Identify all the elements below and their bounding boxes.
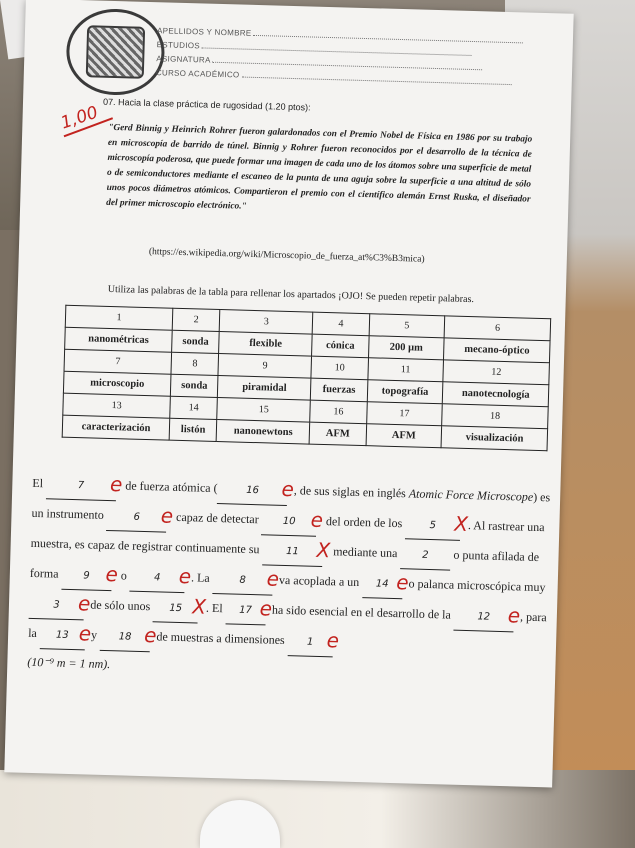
cell-word: listón (169, 418, 217, 441)
cell-word: flexible (219, 332, 313, 357)
cell-word: sonda (171, 374, 219, 397)
cell-number: 17 (366, 402, 442, 426)
cell-word: mecano-óptico (444, 338, 550, 363)
instructions: Utiliza las palabras de la tabla para rellenar los apartados ¡OJO! Se pueden repetir palabras. (107, 283, 475, 306)
check-mark: e (178, 563, 192, 589)
check-mark: e (78, 621, 92, 646)
answer-blank[interactable]: 12 (453, 603, 514, 633)
cell-word: nanométricas (65, 327, 173, 352)
cell-word: caracterización (62, 415, 170, 440)
check-mark: e (109, 472, 123, 497)
answer-blank[interactable]: 8 (212, 566, 273, 596)
answer-blank[interactable]: 7 (46, 471, 117, 501)
cell-word: nanonewtons (216, 419, 310, 444)
source-url: (https://es.wikipedia.org/wiki/Microscopio_de_fuerza_at%C3%B3mica) (148, 247, 425, 265)
answer-blank[interactable]: 1 (287, 628, 333, 657)
question-title: 07. Hacia la clase práctica de rugosidad (1.20 ptos): (102, 96, 311, 113)
answer-blank[interactable]: 3 (29, 591, 85, 621)
answer-blank[interactable]: 4 (129, 564, 185, 594)
cell-word: cónica (312, 334, 369, 358)
header-field-name: APELLIDOS Y NOMBRE (157, 26, 524, 45)
unit-note: (10⁻⁹ m = 1 nm). (27, 654, 111, 672)
university-seal-logo (65, 8, 165, 97)
cell-number: 10 (311, 356, 368, 380)
answer-blank[interactable]: 15 (153, 594, 199, 623)
wrong-mark: X (316, 537, 331, 563)
answer-blank[interactable]: 5 (405, 511, 461, 541)
check-mark: e (395, 570, 409, 595)
cell-word: topografía (367, 380, 443, 404)
cell-word: piramidal (218, 376, 312, 401)
answer-blank[interactable]: 6 (106, 503, 167, 533)
cell-word: AFM (366, 424, 442, 448)
answer-blank[interactable]: 13 (39, 621, 85, 650)
check-mark: e (326, 628, 340, 653)
exam-sheet (4, 0, 573, 787)
answer-blank[interactable]: 2 (400, 541, 451, 570)
cell-number: 8 (171, 352, 219, 375)
cell-word: fuerzas (311, 378, 368, 402)
cell-number: 14 (170, 396, 218, 419)
check-mark: e (281, 476, 295, 502)
cell-number: 1 (65, 305, 173, 330)
grade-mark: 1,00 (58, 102, 101, 134)
cell-word: visualización (441, 426, 547, 451)
wrong-mark: X (191, 594, 207, 619)
cell-word: nanotecnología (443, 382, 549, 407)
cell-number: 18 (442, 404, 548, 429)
cell-number: 3 (219, 310, 313, 335)
cell-word: sonda (172, 330, 220, 353)
cell-word: microscopio (63, 371, 171, 396)
answer-blank[interactable]: 11 (262, 537, 323, 567)
cell-number: 4 (313, 312, 370, 336)
cell-number: 16 (310, 400, 367, 424)
cell-number: 15 (217, 398, 311, 423)
answer-blank[interactable]: 14 (362, 570, 403, 599)
check-mark: e (77, 591, 91, 616)
cell-number: 6 (444, 316, 550, 341)
answer-blank[interactable]: 10 (261, 507, 317, 537)
check-mark: e (507, 603, 521, 628)
wrong-mark: X (453, 511, 469, 537)
check-mark: e (266, 566, 280, 591)
cell-word: 200 µm (368, 336, 444, 360)
cell-number: 9 (218, 354, 312, 379)
cell-word: AFM (310, 422, 367, 446)
answer-blank[interactable]: 16 (217, 476, 288, 506)
check-mark: e (310, 507, 324, 532)
cell-number: 13 (63, 393, 171, 418)
cell-number: 12 (443, 360, 549, 385)
cell-number: 7 (64, 349, 172, 374)
cell-number: 5 (369, 314, 445, 338)
cloze-paragraph: El 7 e de fuerza atómica ( 16 e, de sus siglas en inglés Atomic Force Microscope) es un instrumento 6 e capaz de detectar 10 e del orden de los 5 X. Al rastrear una muestra, es capaz de registrar continuamente su 11 X mediante una 2 o punta afilada de forma 9 e o 4 e. La 8 eva acoplada a un 14 eo palanca microscópica muy 3 ede sólo unos 15 X. El 17 eha sido esencial en el desarrollo de la 12 e, para la 13 ey 18 ede muestras a dimensiones 1 e (10⁻⁹ m = 1 nm). (27, 472, 551, 672)
word-table (62, 305, 552, 452)
check-mark: e (143, 623, 157, 648)
header-field-studies: ESTUDIOS (157, 40, 472, 58)
check-mark: e (259, 596, 273, 621)
check-mark: e (105, 561, 119, 587)
header-field-year: CURSO ACADÉMICO (156, 68, 512, 87)
answer-blank[interactable]: 9 (61, 562, 112, 591)
answer-blank[interactable]: 18 (100, 623, 151, 652)
cell-number: 11 (367, 358, 443, 382)
answer-blank[interactable]: 17 (225, 596, 266, 625)
check-mark: e (160, 503, 174, 528)
quote-text: "Gerd Binnig y Heinrich Rohrer fueron galardonados con el Premio Nobel de Física en 1986 por su trabajo en microscopía de barrido de túnel. Binnig y Rohrer fueron reconocidos por el desarrollo de la técnica de microscopía poderosa, que puede formar una imagen de cada uno de los átomos sobre una superficie de metal o de semiconductores mediante el escaneo de la punta de una aguja sobre la superficie a una altitud de sólo unos pocos diámetros atómicos. Compartieron el premio con el científico alemán Ernst Ruska, el diseñador del primer microscopio electrónico." (106, 122, 533, 212)
cell-number: 2 (172, 308, 220, 331)
header-field-subject: ASIGNATURA (156, 54, 483, 72)
